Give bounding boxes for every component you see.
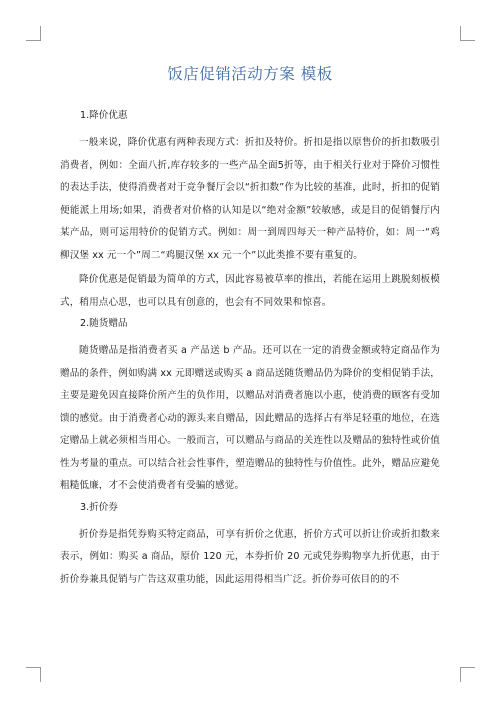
document-body (60, 62, 440, 593)
crop-mark-top-right (460, 26, 475, 41)
paragraph: 随货赠品是指消费者买 a 产品送 b 产品。还可以在一定的消费金额或特定商品作为赠品的条件，例如购满 xx 元即赠送或购买 a 商品送随货赠品仍为降价的变相促销手法，主要是避免因直接降价所产生的负作用，以赠品对消费者施以小惠，使消费的顾客有受加馈的感觉。由于消费者心动的源头来自赠品，因此赠品的选择占有举足轻重的地位，在选定赠品上就必须相当用心。一般而言，可以赠品与商品的关连性以及赠品的独特性或价值性为考量的重点。可以结合社会性事件，塑造赠品的独特性与价值性。此外，赠品应避免粗糙低廉，才不会使消费者有受骗的感觉。 (60, 345, 440, 491)
crop-mark-bottom-right (460, 667, 475, 682)
paragraph: 降价优惠是促销最为简单的方式，因此容易被草率的推出，若能在运用上跳脱刻板模式，稍用点心思，也可以具有创意的，也会有不同效果和惊喜。 (60, 274, 440, 308)
section-heading-gift-with-purchase: 2.随货赠品 (80, 318, 128, 329)
section-heading-price-discount: 1.降价优惠 (80, 110, 128, 121)
crop-mark-top-left (26, 26, 41, 41)
paragraph: 折价券是指凭券购买特定商品，可享有折价之优惠，折价方式可以折让价或折扣数来表示，例如：购买 a 商品，原价 120 元，本券折价 20 元或凭券购物享九折优惠，由于折价券兼具促销与广告这双重功能，因此运用得相当广泛。折价券可依目的的不 (60, 528, 440, 585)
document-title: 饭店促销活动方案 模板 (167, 65, 333, 83)
paragraph: 一般来说，降价优惠有两种表现方式：折扣及特价。折扣是指以原售价的折扣数吸引消费者，例如：全面八折,库存较多的一些产品全面5折等，由于相关行业对于降价习惯性的表达手法，使得消费者对于竞争餐厅会以“折扣数”作为比较的基准，此时，折扣的促销便能派上用场;如果，消费者对价格的认知是以“绝对金额”较敏感，或是目的促销餐厅内某产品，则可运用特价的促销方式。例如：周一到周四每天一种产品特价，如：周一“鸡柳汉堡 xx 元一个”周二“鸡腿汉堡 xx 元一个”以此类推不要有重复的。 (60, 137, 440, 261)
section-heading-coupon: 3.折价券 (80, 501, 118, 513)
crop-mark-bottom-left (26, 667, 41, 682)
